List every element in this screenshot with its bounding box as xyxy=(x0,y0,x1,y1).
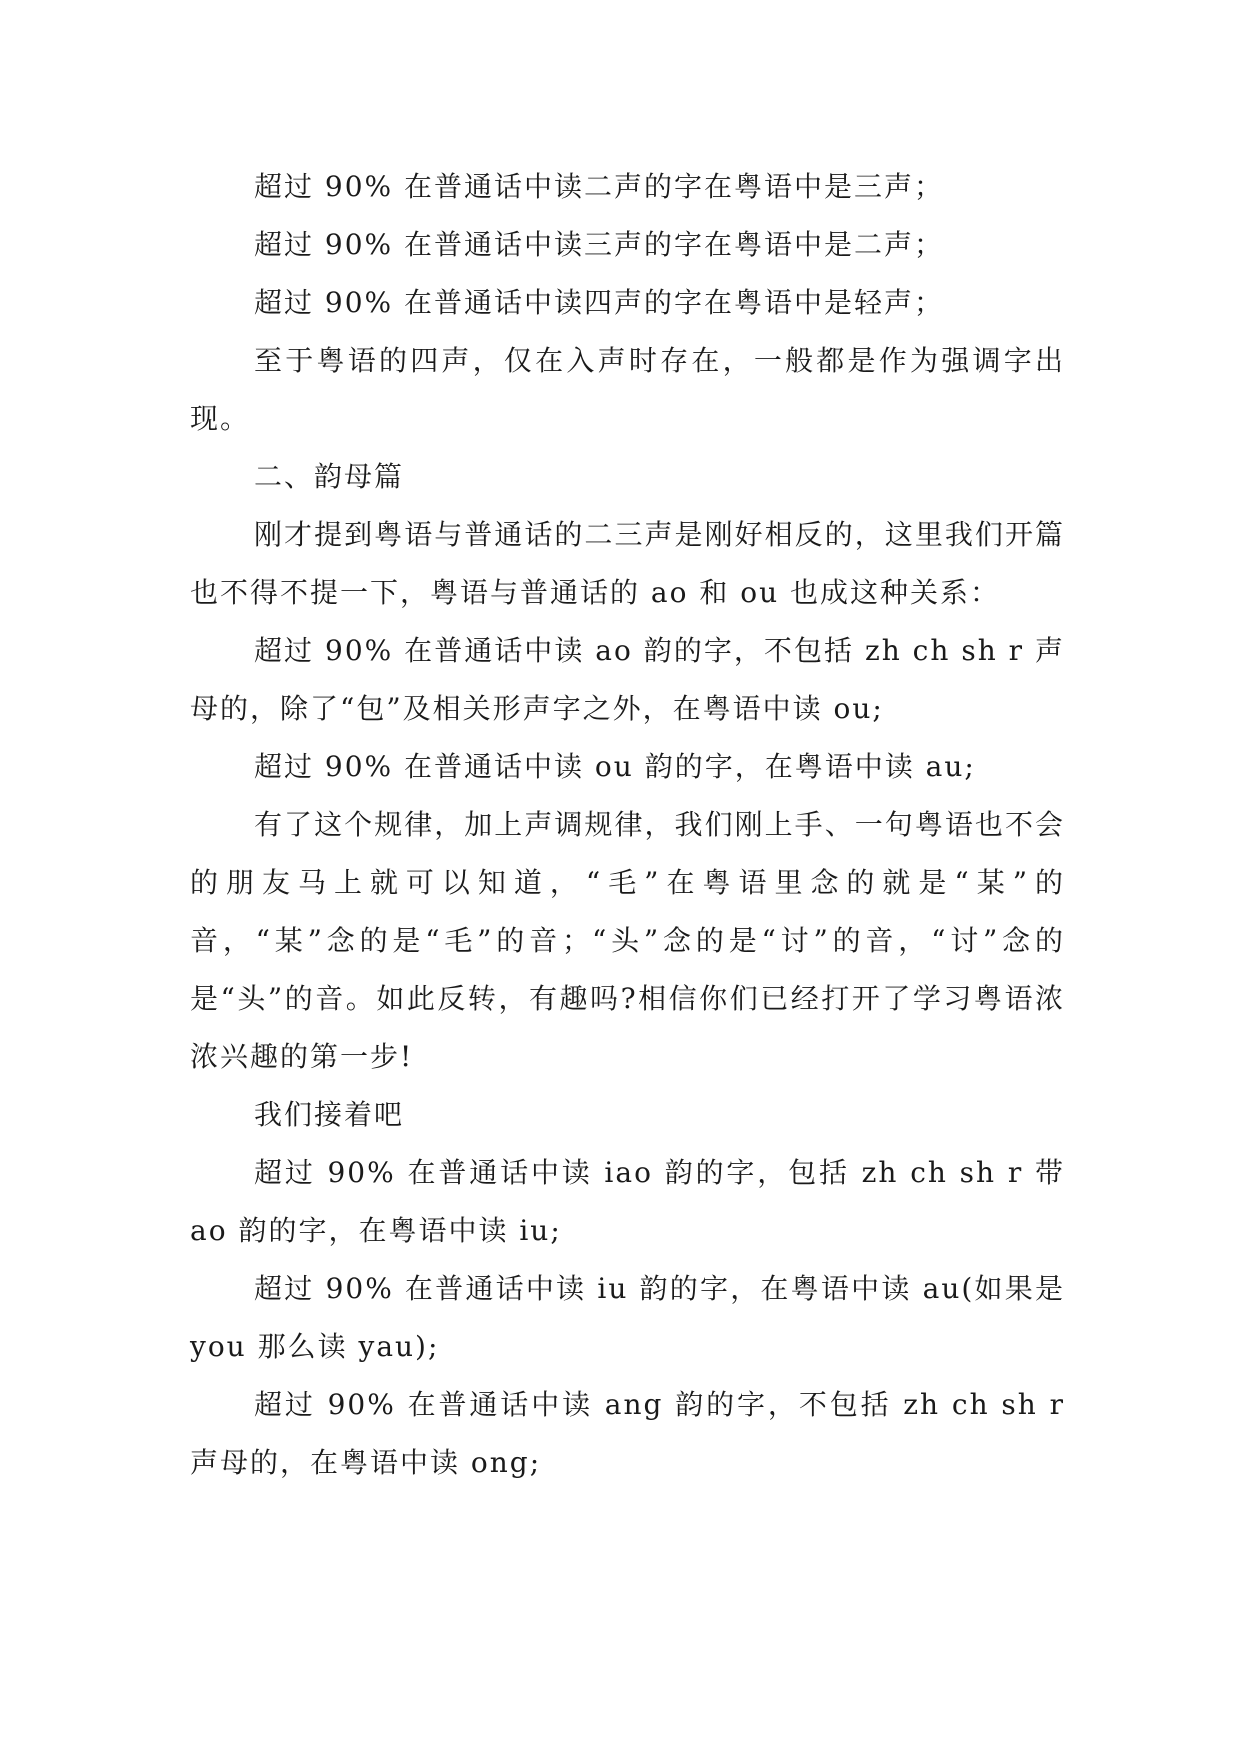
paragraph-ao-final: 超过 90% 在普通话中读 ao 韵的字，不包括 zh ch sh r 声母的，除了“包”及相关形声字之外，在粤语中读 ou; xyxy=(190,634,1065,725)
paragraph-iu-final: 超过 90% 在普通话中读 iu 韵的字，在粤语中读 au(如果是 you 那么读 yau); xyxy=(190,1272,1065,1363)
paragraph-examples: 有了这个规律，加上声调规律，我们刚上手、一句粤语也不会的朋友马上就可以知道，“毛”在粤语里念的就是“某”的音，“某”念的是“毛”的音；“头”念的是“讨”的音，“讨”念的是“头”的音。如此反转，有趣吗?相信你们已经打开了学习粤语浓浓兴趣的第一步! xyxy=(190,808,1065,1073)
paragraph-tone-2: 超过 90% 在普通话中读二声的字在粤语中是三声； xyxy=(254,170,945,203)
paragraph-iao-final: 超过 90% 在普通话中读 iao 韵的字，包括 zh ch sh r 带 ao 韵的字，在粤语中读 iu; xyxy=(190,1156,1065,1247)
paragraph-ou-final: 超过 90% 在普通话中读 ou 韵的字，在粤语中读 au; xyxy=(254,750,976,783)
document-body xyxy=(190,158,1065,1492)
section-heading-finals: 二、韵母篇 xyxy=(254,460,405,493)
paragraph-ang-final: 超过 90% 在普通话中读 ang 韵的字，不包括 zh ch sh r 声母的，在粤语中读 ong; xyxy=(190,1388,1065,1479)
paragraph-continue: 我们接着吧 xyxy=(254,1098,405,1131)
paragraph-cantonese-fourth-tone: 至于粤语的四声，仅在入声时存在，一般都是作为强调字出现。 xyxy=(190,344,1065,435)
paragraph-tone-3: 超过 90% 在普通话中读三声的字在粤语中是二声； xyxy=(254,228,945,261)
paragraph-tone-4: 超过 90% 在普通话中读四声的字在粤语中是轻声； xyxy=(254,286,945,319)
paragraph-finals-intro: 刚才提到粤语与普通话的二三声是刚好相反的，这里我们开篇也不得不提一下，粤语与普通话的 ao 和 ou 也成这种关系： xyxy=(190,518,1065,609)
